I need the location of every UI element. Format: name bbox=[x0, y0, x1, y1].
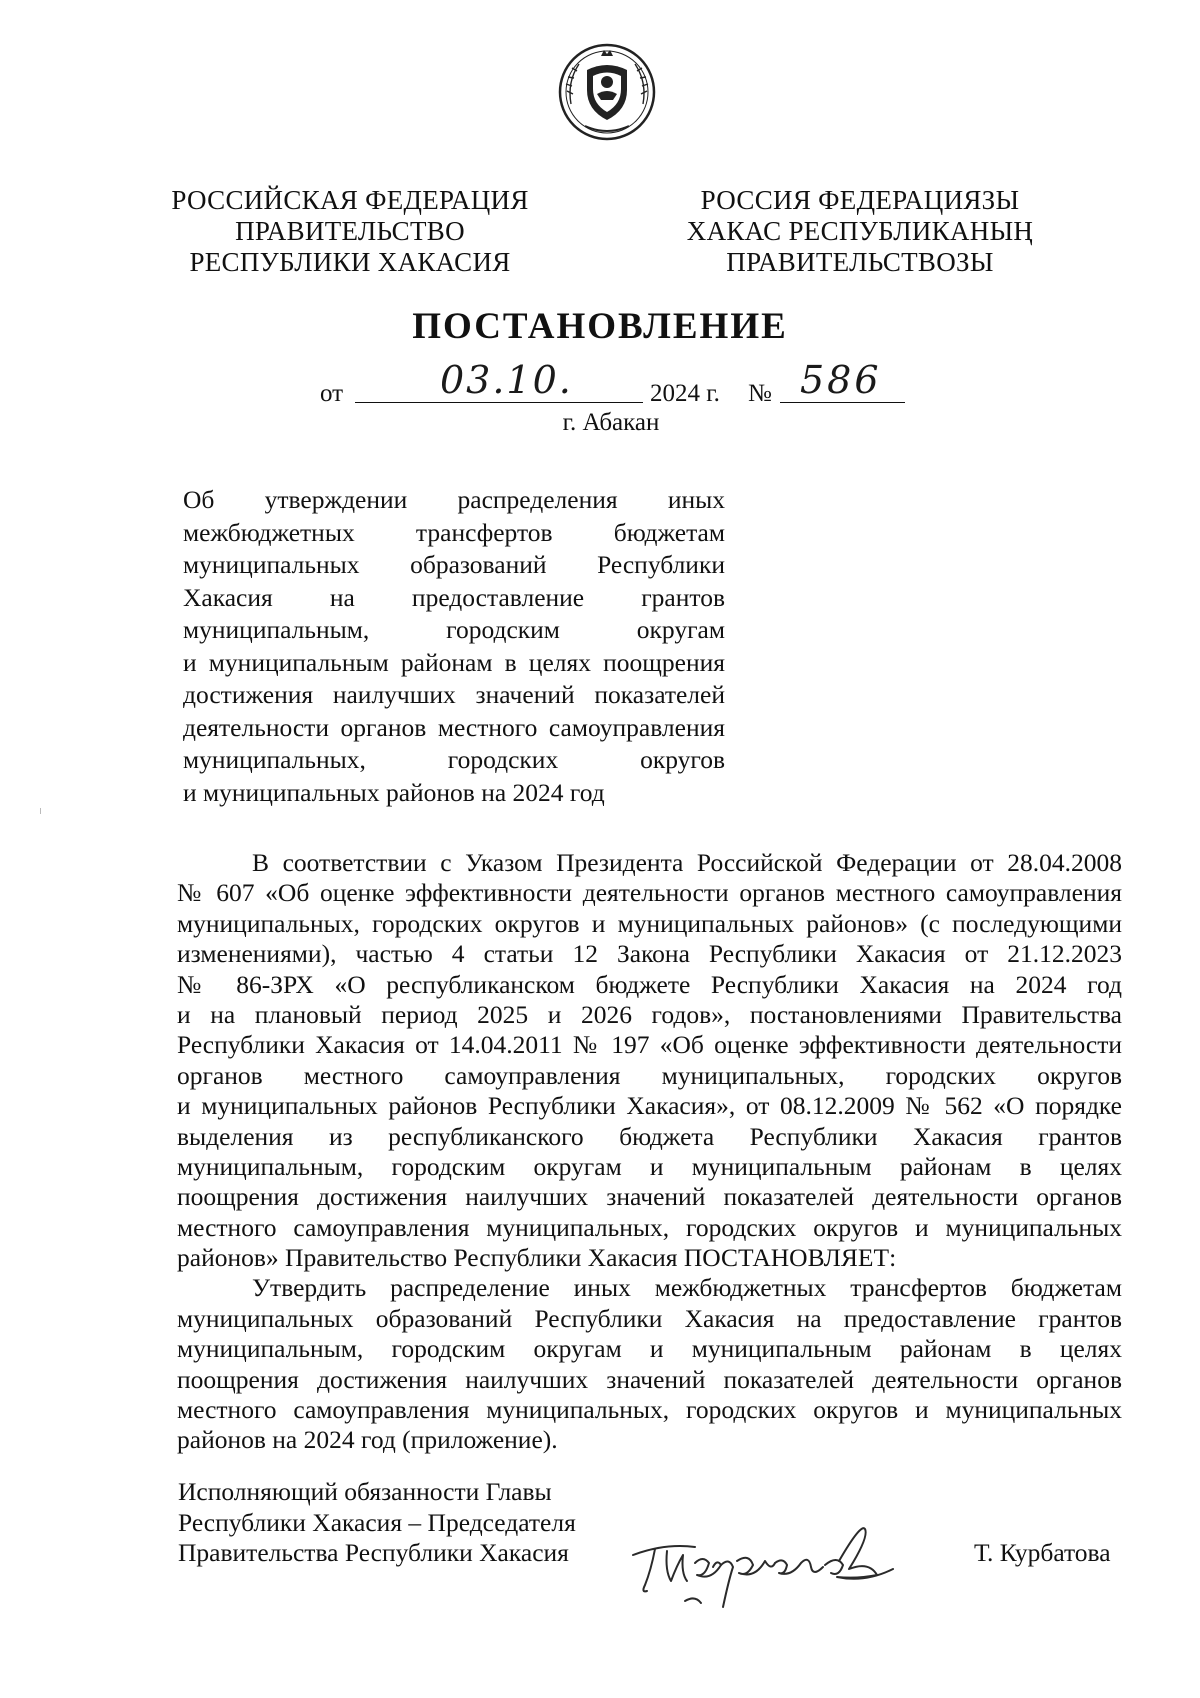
body-line: Утвердить распределение иных межбюджетных трансфертов бюджетам bbox=[252, 1273, 1122, 1303]
body-line: муниципальных, городских округов и муниципальных районов» (с последующими bbox=[177, 908, 1122, 938]
body-line: районов на 2024 год (приложение). bbox=[177, 1425, 558, 1455]
body-line: муниципальным, городским округам и муниципальным районам в целях bbox=[177, 1151, 1122, 1181]
header-right-line: РОССИЯ ФЕДЕРАЦИЯЗЫ bbox=[700, 185, 1020, 215]
signature-position-line: Исполняющий обязанности Главы bbox=[178, 1477, 552, 1506]
body-line: изменениями), частью 4 статьи 12 Закона Республики Хакасия от 21.12.2023 bbox=[177, 939, 1122, 969]
body-line: В соответствии с Указом Президента Российской Федерации от 28.04.2008 bbox=[252, 848, 1122, 877]
subject-line: муниципальным, городским округам bbox=[183, 615, 725, 644]
body-line: № 607 «Об оценке эффективности деятельности органов местного самоуправления bbox=[177, 878, 1122, 908]
subject-line: муниципальных, городских округов bbox=[183, 745, 725, 774]
city-label: г. Абакан bbox=[562, 409, 660, 436]
body-line: Республики Хакасия от 14.04.2011 № 197 «Об оценке эффективности деятельности bbox=[177, 1030, 1122, 1060]
signature-position-line: Правительства Республики Хакасия bbox=[178, 1538, 569, 1567]
body-line: и на плановый период 2025 и 2026 годов», постановлениями Правительства bbox=[177, 999, 1122, 1029]
subject-line: деятельности органов местного самоуправления bbox=[183, 712, 725, 742]
number-label: № bbox=[748, 380, 772, 407]
header-left-line: ПРАВИТЕЛЬСТВО bbox=[235, 216, 465, 246]
date-value: 03.10. bbox=[440, 358, 573, 402]
header-right bbox=[660, 185, 1060, 278]
header-right-line: ПРАВИТЕЛЬСТВОЗЫ bbox=[726, 247, 994, 277]
body-line: выделения из республиканского бюджета Республики Хакасия грантов bbox=[177, 1121, 1122, 1151]
body-line: № 86-ЗРХ «О республиканском бюджете Республики Хакасия на 2024 год bbox=[177, 969, 1122, 999]
body-line: органов местного самоуправления муниципальных, городских округов bbox=[177, 1060, 1122, 1090]
subject-line: Об утверждении распределения иных bbox=[183, 485, 725, 514]
header-right-line: ХАКАС РЕСПУБЛИКАНЫҢ bbox=[686, 216, 1034, 246]
header-left bbox=[150, 185, 550, 278]
subject-line: межбюджетных трансфертов бюджетам bbox=[183, 517, 725, 547]
subject-line: Хакасия на предоставление грантов bbox=[183, 582, 725, 612]
khakassia-coat-of-arms-icon bbox=[557, 42, 657, 142]
body-line: муниципальных образований Республики Хакасия на предоставление грантов bbox=[177, 1303, 1122, 1333]
body-line: местного самоуправления муниципальных, городских округов и муниципальных bbox=[177, 1395, 1122, 1425]
margin-mark bbox=[40, 808, 41, 814]
subject-block bbox=[183, 484, 725, 809]
header-left-line: РОССИЙСКАЯ ФЕДЕРАЦИЯ bbox=[171, 185, 529, 215]
year-label: 2024 г. bbox=[650, 380, 720, 407]
body-line: поощрения достижения наилучших значений показателей деятельности органов bbox=[177, 1182, 1122, 1212]
body-line: поощрения достижения наилучших значений показателей деятельности органов bbox=[177, 1364, 1122, 1394]
header-left-line: РЕСПУБЛИКИ ХАКАСИЯ bbox=[189, 247, 511, 277]
signature-position bbox=[178, 1477, 576, 1569]
body-line: и муниципальных районов Республики Хакасия», от 08.12.2009 № 562 «О порядке bbox=[177, 1091, 1122, 1121]
document-title: ПОСТАНОВЛЕНИЕ bbox=[412, 306, 788, 347]
body-text bbox=[177, 848, 1122, 1456]
signature-position-line: Республики Хакасия – Председателя bbox=[178, 1507, 576, 1537]
number-value: 586 bbox=[800, 358, 882, 402]
handwritten-signature bbox=[625, 1515, 900, 1610]
signatory-name: Т. Курбатова bbox=[974, 1538, 1111, 1567]
subject-line: муниципальных образований Республики bbox=[183, 550, 725, 579]
subject-line: и муниципальных районов на 2024 год bbox=[183, 777, 605, 807]
body-line: районов» Правительство Республики Хакасия ПОСТАНОВЛЯЕТ: bbox=[177, 1243, 897, 1273]
body-line: муниципальным, городским округам и муниципальным районам в целях bbox=[177, 1334, 1122, 1364]
date-from-label: от bbox=[320, 380, 344, 407]
subject-line: и муниципальным районам в целях поощрения bbox=[183, 647, 725, 677]
subject-line: достижения наилучших значений показателей bbox=[183, 680, 725, 709]
body-line: местного самоуправления муниципальных, городских округов и муниципальных bbox=[177, 1212, 1122, 1242]
